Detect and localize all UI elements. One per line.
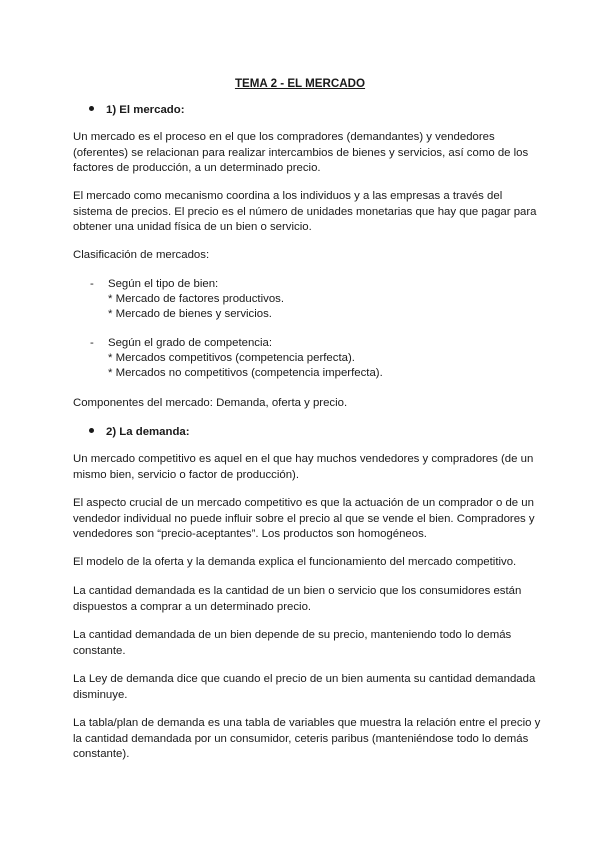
paragraph (73, 130, 533, 177)
paragraph (73, 628, 533, 659)
document-title: TEMA 2 - EL MERCADO (234, 77, 366, 90)
text-line: El modelo de la oferta y la demanda explica el funcionamiento del mercado competitivo. (73, 556, 517, 568)
text-line: Componentes del mercado: Demanda, oferta y precio. (73, 397, 348, 409)
text-line: vendedor individual no puede influir sobre el precio al que se vende el bien. Compradores y (73, 512, 535, 525)
paragraph (73, 396, 533, 412)
section-heading-text: 2) La demanda: (106, 426, 190, 438)
section-heading-mercado (89, 103, 185, 119)
paragraph (73, 496, 533, 543)
text-line: disminuye. (73, 688, 128, 701)
text-line: obtener una unidad física de un bien o servicio. (73, 221, 312, 233)
list-subitem: * Mercado de factores productivos. (108, 293, 285, 305)
bullet-icon (89, 106, 94, 111)
text-line: mismo bien, servicio o factor de producción). (73, 468, 300, 481)
text-line: la cantidad demandada por un consumidor, ceteris paribus (manteniéndose todo lo demás (73, 732, 529, 745)
list-item-label: Según el tipo de bien: (108, 278, 219, 290)
paragraph (73, 189, 537, 236)
text-line: constante). (73, 748, 130, 760)
list-item: - Según el grado de competencia: (90, 337, 273, 349)
bullet-icon (89, 428, 94, 433)
list-item-label: Según el grado de competencia: (108, 337, 273, 349)
section-heading-text: 1) El mercado: (106, 104, 185, 116)
text-line: constante. (73, 644, 126, 657)
list-subitem: * Mercado de bienes y servicios. (108, 308, 272, 320)
text-line: Un mercado competitivo es aquel en el que hay muchos vendedores y compradores (de un (73, 453, 534, 465)
paragraph (73, 672, 536, 703)
paragraph (73, 452, 533, 483)
section-heading-demanda (89, 425, 190, 441)
list-item: - Según el tipo de bien: (90, 278, 219, 290)
text-line: vendedores son “precio-aceptantes”. Los productos son homogéneos. (73, 528, 427, 540)
text-line: El mercado como mecanismo coordina a los individuos y a las empresas a través del (73, 190, 503, 202)
text-line: Clasificación de mercados: (73, 249, 210, 261)
text-line: Un mercado es el proceso en el que los compradores (demandantes) y vendedores (73, 131, 495, 143)
text-line: La cantidad demandada es la cantidad de un bien o servicio que los consumidores están (73, 585, 522, 597)
text-line: sistema de precios. El precio es el número de unidades monetarias que hay que pagar para (73, 205, 537, 218)
text-line: (oferentes) se relacionan para realizar intercambios de bienes y servicios, así como de los (73, 146, 529, 159)
list-subitem: * Mercados competitivos (competencia perfecta). (108, 352, 355, 364)
paragraph (73, 584, 533, 615)
text-line: factores de producción, a un determinado precio. (73, 162, 321, 174)
text-line: dispuestos a comprar a un determinado precio. (73, 600, 312, 613)
paragraph (73, 248, 533, 264)
list-subitem: * Mercados no competitivos (competencia imperfecta). (108, 367, 383, 379)
paragraph (73, 716, 541, 763)
paragraph (73, 555, 533, 571)
text-line: La cantidad demandada de un bien depende de su precio, manteniendo todo lo demás (73, 629, 512, 641)
text-line: La tabla/plan de demanda es una tabla de variables que muestra la relación entre el precio y (73, 717, 541, 729)
text-line: La Ley de demanda dice que cuando el precio de un bien aumenta su cantidad demandada (73, 673, 536, 685)
text-line: El aspecto crucial de un mercado competitivo es que la actuación de un comprador o de un (73, 497, 534, 509)
